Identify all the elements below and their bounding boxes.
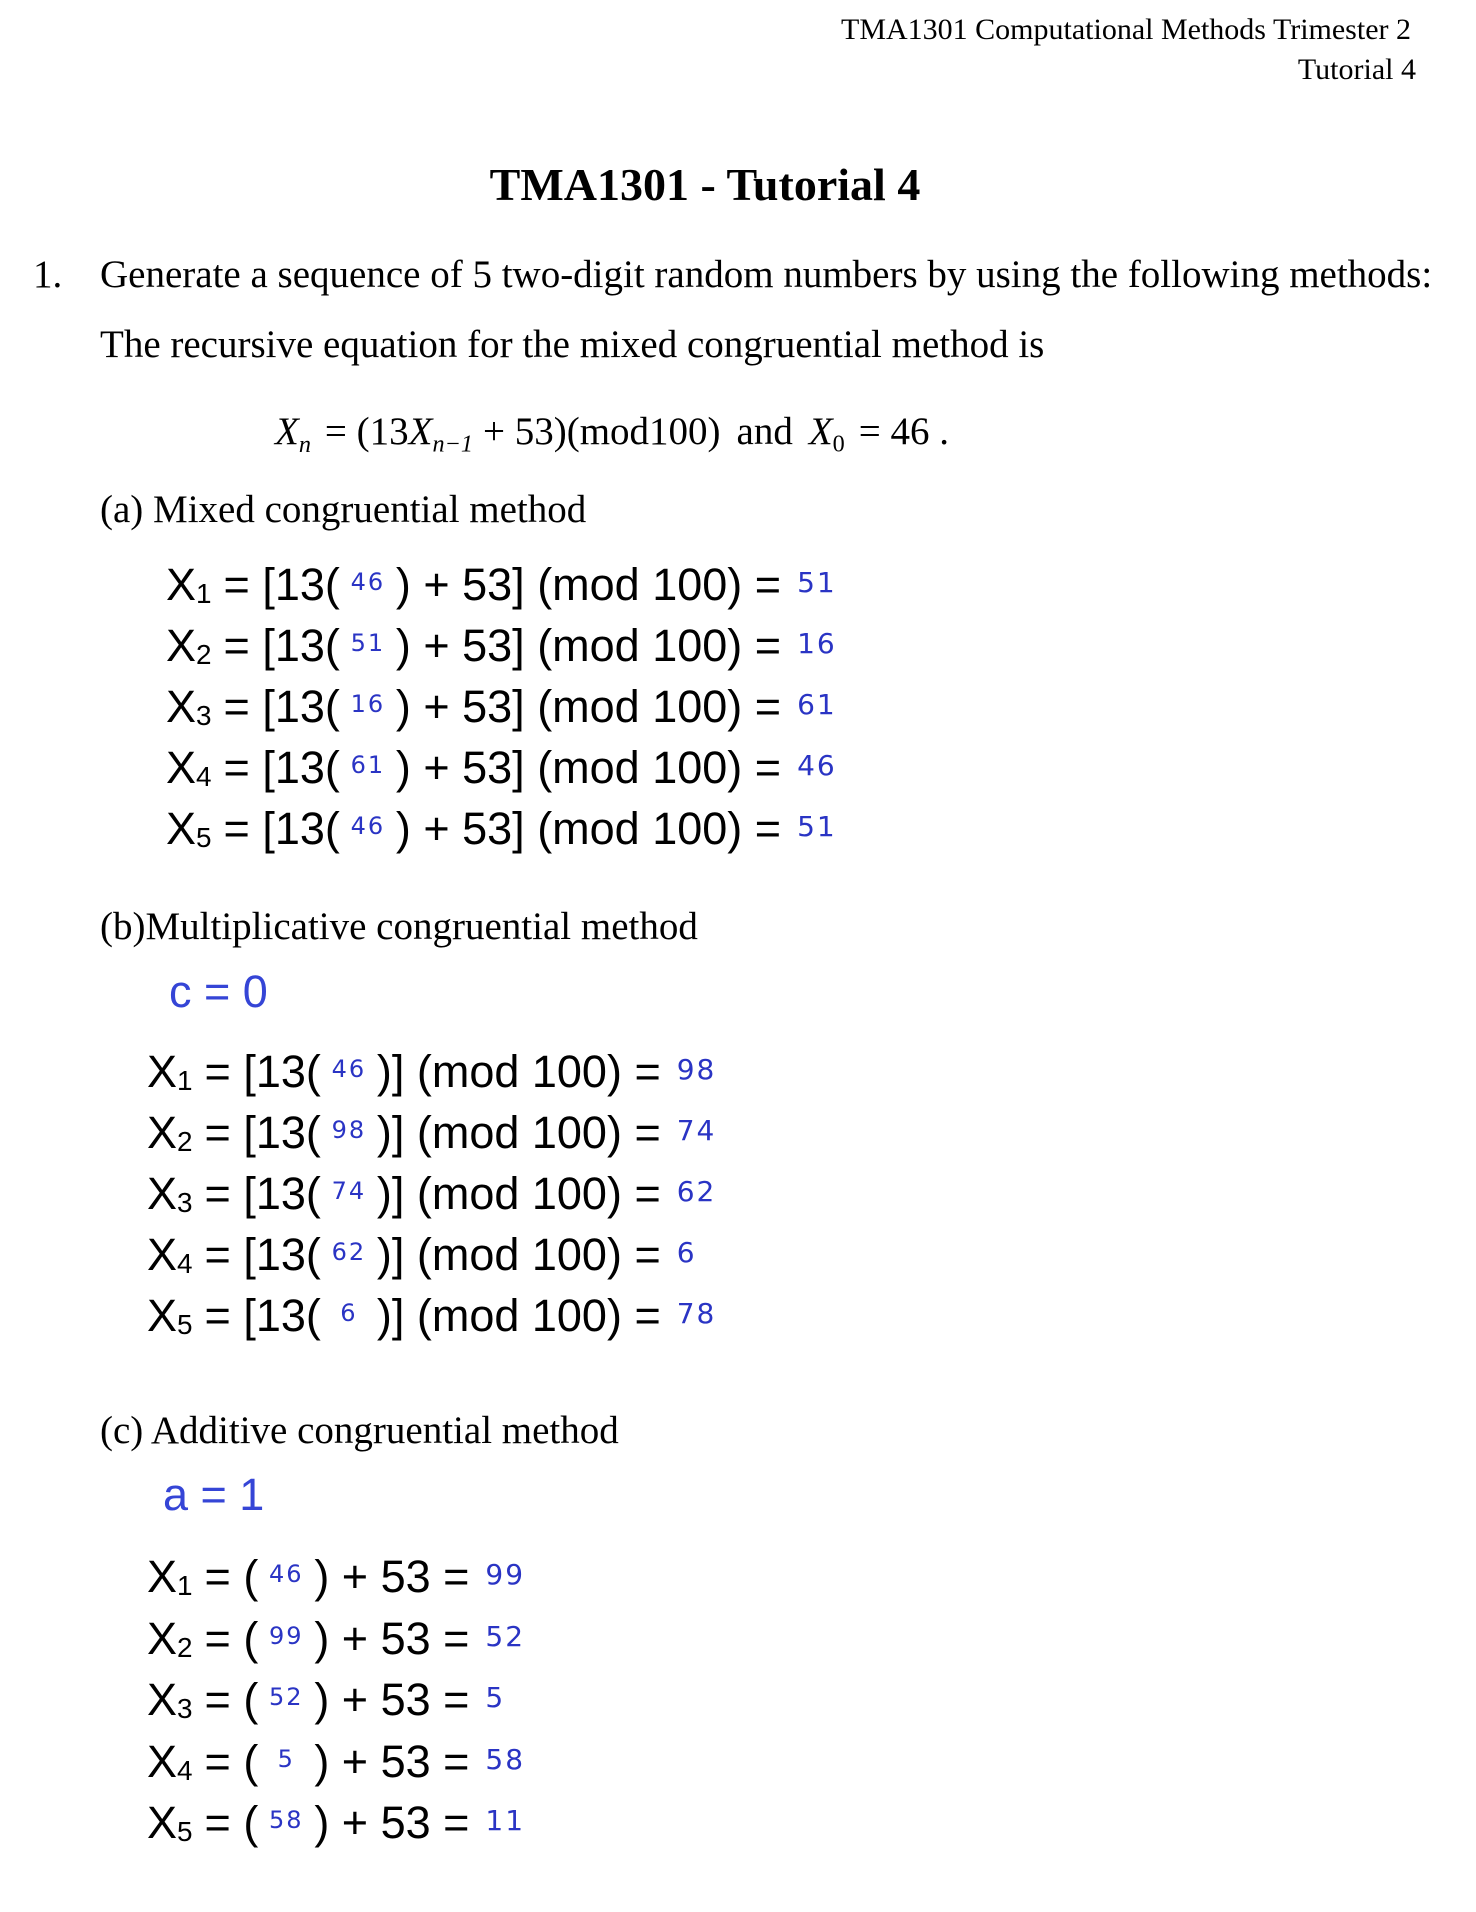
handwritten-input: 62 <box>331 1238 367 1266</box>
equation-subscript-prev: n−1 <box>432 430 473 458</box>
handwritten-input: 46 <box>350 812 386 840</box>
recursive-equation <box>275 404 949 460</box>
mixed-row-1 <box>166 554 837 615</box>
formula-prefix: = [13( <box>223 620 340 671</box>
section-rows-mixed <box>166 554 837 859</box>
additive-row-3 <box>147 1669 525 1731</box>
equation-part-2: + 53)(mod100) <box>482 410 721 453</box>
x-subscript: 3 <box>196 700 212 732</box>
formula-prefix: = ( <box>204 1735 259 1787</box>
handwritten-result: 98 <box>676 1053 717 1086</box>
formula-suffix: ) + 53] (mod 100) = <box>395 559 782 610</box>
formula-prefix: = [13( <box>223 803 340 854</box>
formula-prefix: = [13( <box>204 1229 321 1280</box>
formula-suffix: )] (mod 100) = <box>376 1229 661 1280</box>
x-subscript: 4 <box>177 1754 193 1786</box>
handwritten-input: 98 <box>331 1116 367 1144</box>
formula-prefix: = [13( <box>223 742 340 793</box>
equation-x-0: X <box>808 410 833 453</box>
question-text: Generate a sequence of 5 two-digit random numbers by using the following methods: <box>100 253 1433 296</box>
x-subscript: 4 <box>196 761 212 793</box>
formula-prefix: = [13( <box>204 1046 321 1097</box>
mixed-row-5 <box>166 798 837 859</box>
equation-part-1: = (13 <box>324 410 409 453</box>
section-heading-multiplicative: (b)Multiplicative congruential method <box>100 905 698 948</box>
handwritten-input: 99 <box>269 1621 304 1650</box>
multiplicative-row-4 <box>147 1224 716 1285</box>
x-variable: X <box>147 1735 178 1787</box>
x-subscript: 5 <box>177 1816 193 1848</box>
handwritten-result: 51 <box>797 810 837 843</box>
header-course-line: TMA1301 Computational Methods Trimester 2 <box>841 13 1411 46</box>
x-variable: X <box>147 1229 178 1280</box>
additive-row-5 <box>147 1792 525 1854</box>
handwritten-result: 99 <box>485 1558 526 1591</box>
formula-suffix: ) + 53] (mod 100) = <box>395 620 782 671</box>
x-variable: X <box>147 1551 178 1602</box>
mixed-row-4 <box>166 737 837 798</box>
mixed-row-3 <box>166 676 837 737</box>
section-heading-mixed: (a) Mixed congruential method <box>100 488 587 531</box>
handwritten-input: 46 <box>331 1055 367 1083</box>
formula-suffix: ) + 53 = <box>314 1674 470 1725</box>
handwritten-input: 16 <box>350 690 386 718</box>
handwritten-input: 5 <box>277 1744 295 1773</box>
x-variable: X <box>147 1612 178 1664</box>
formula-suffix: ) + 53] (mod 100) = <box>395 681 782 732</box>
formula-prefix: = [13( <box>204 1168 321 1219</box>
equation-and: and <box>736 410 793 453</box>
x-variable: X <box>147 1797 178 1848</box>
formula-prefix: = ( <box>204 1551 259 1602</box>
formula-suffix: )] (mod 100) = <box>376 1168 661 1219</box>
x-subscript: 2 <box>177 1126 193 1158</box>
additive-row-1 <box>147 1546 525 1608</box>
formula-prefix: = ( <box>204 1797 259 1848</box>
section-rows-multiplicative <box>147 1041 716 1346</box>
handwritten-result: 51 <box>797 566 837 599</box>
handwritten-result: 78 <box>676 1297 717 1330</box>
equation-subscript-n: n <box>298 430 311 458</box>
x-subscript: 1 <box>196 578 212 610</box>
formula-prefix: = [13( <box>223 681 340 732</box>
formula-prefix: = [13( <box>223 559 340 610</box>
handwritten-input: 74 <box>331 1177 367 1205</box>
x-subscript: 1 <box>177 1570 193 1602</box>
multiplicative-row-5 <box>147 1285 716 1346</box>
x-subscript: 2 <box>196 639 212 671</box>
handwritten-result: 6 <box>676 1236 697 1269</box>
multiplicative-row-2 <box>147 1102 716 1163</box>
equation-part-3: = 46 . <box>858 410 949 453</box>
x-subscript: 1 <box>177 1065 193 1097</box>
section-heading-additive: (c) Additive congruential method <box>100 1409 619 1452</box>
formula-prefix: = [13( <box>204 1290 321 1341</box>
handwritten-input: 6 <box>340 1299 358 1327</box>
x-variable: X <box>147 1674 178 1725</box>
formula-suffix: ) + 53 = <box>314 1797 470 1848</box>
equation-subscript-0: 0 <box>832 430 845 458</box>
formula-prefix: = ( <box>204 1674 259 1725</box>
param-c: c = 0 <box>169 966 268 1017</box>
handwritten-result: 5 <box>485 1681 506 1714</box>
page-title: TMA1301 - Tutorial 4 <box>489 159 921 210</box>
handwritten-result: 52 <box>485 1619 526 1653</box>
mixed-row-2 <box>166 615 837 676</box>
formula-suffix: ) + 53 = <box>314 1551 470 1602</box>
handwritten-result: 46 <box>797 749 837 782</box>
handwritten-input: 61 <box>350 751 386 779</box>
formula-suffix: ) + 53] (mod 100) = <box>395 742 782 793</box>
x-subscript: 2 <box>177 1631 193 1663</box>
equation-x-prev: X <box>408 410 433 453</box>
x-subscript: 3 <box>177 1187 193 1219</box>
x-variable: X <box>166 559 197 610</box>
formula-suffix: ) + 53] (mod 100) = <box>395 803 782 854</box>
x-variable: X <box>147 1168 178 1219</box>
x-variable: X <box>147 1107 178 1158</box>
x-subscript: 4 <box>177 1248 193 1280</box>
x-variable: X <box>166 620 197 671</box>
handwritten-input: 51 <box>350 629 386 657</box>
x-subscript: 3 <box>177 1693 193 1725</box>
formula-suffix: )] (mod 100) = <box>376 1046 661 1097</box>
x-variable: X <box>166 803 197 854</box>
handwritten-result: 61 <box>797 688 837 721</box>
handwritten-result: 62 <box>676 1175 717 1208</box>
x-subscript: 5 <box>177 1309 193 1341</box>
param-a: a = 1 <box>163 1469 265 1520</box>
formula-suffix: )] (mod 100) = <box>376 1290 661 1341</box>
handwritten-input: 52 <box>269 1683 304 1711</box>
header-tutorial-line: Tutorial 4 <box>1297 53 1416 86</box>
handwritten-input: 58 <box>269 1806 304 1834</box>
formula-suffix: ) + 53 = <box>314 1735 470 1787</box>
handwritten-result: 74 <box>676 1114 717 1147</box>
formula-suffix: )] (mod 100) = <box>376 1107 661 1158</box>
formula-prefix: = [13( <box>204 1107 321 1158</box>
multiplicative-row-3 <box>147 1163 716 1224</box>
x-variable: X <box>147 1046 178 1097</box>
x-variable: X <box>147 1290 178 1341</box>
additive-row-4 <box>147 1731 525 1793</box>
x-variable: X <box>166 742 197 793</box>
question-number: 1. <box>33 253 63 296</box>
formula-prefix: = ( <box>204 1612 259 1664</box>
formula-suffix: ) + 53 = <box>314 1612 470 1664</box>
multiplicative-row-1 <box>147 1041 716 1102</box>
x-variable: X <box>166 681 197 732</box>
handwritten-result: 16 <box>797 627 837 660</box>
handwritten-result: 11 <box>485 1804 526 1837</box>
handwritten-input: 46 <box>350 568 386 596</box>
section-rows-additive <box>147 1546 525 1854</box>
additive-row-2 <box>147 1608 525 1670</box>
question-intro: The recursive equation for the mixed congruential method is <box>100 323 1045 366</box>
x-subscript: 5 <box>196 822 212 854</box>
handwritten-input: 46 <box>269 1560 304 1588</box>
handwritten-result: 58 <box>485 1742 526 1776</box>
equation-x-n: X <box>275 410 299 453</box>
